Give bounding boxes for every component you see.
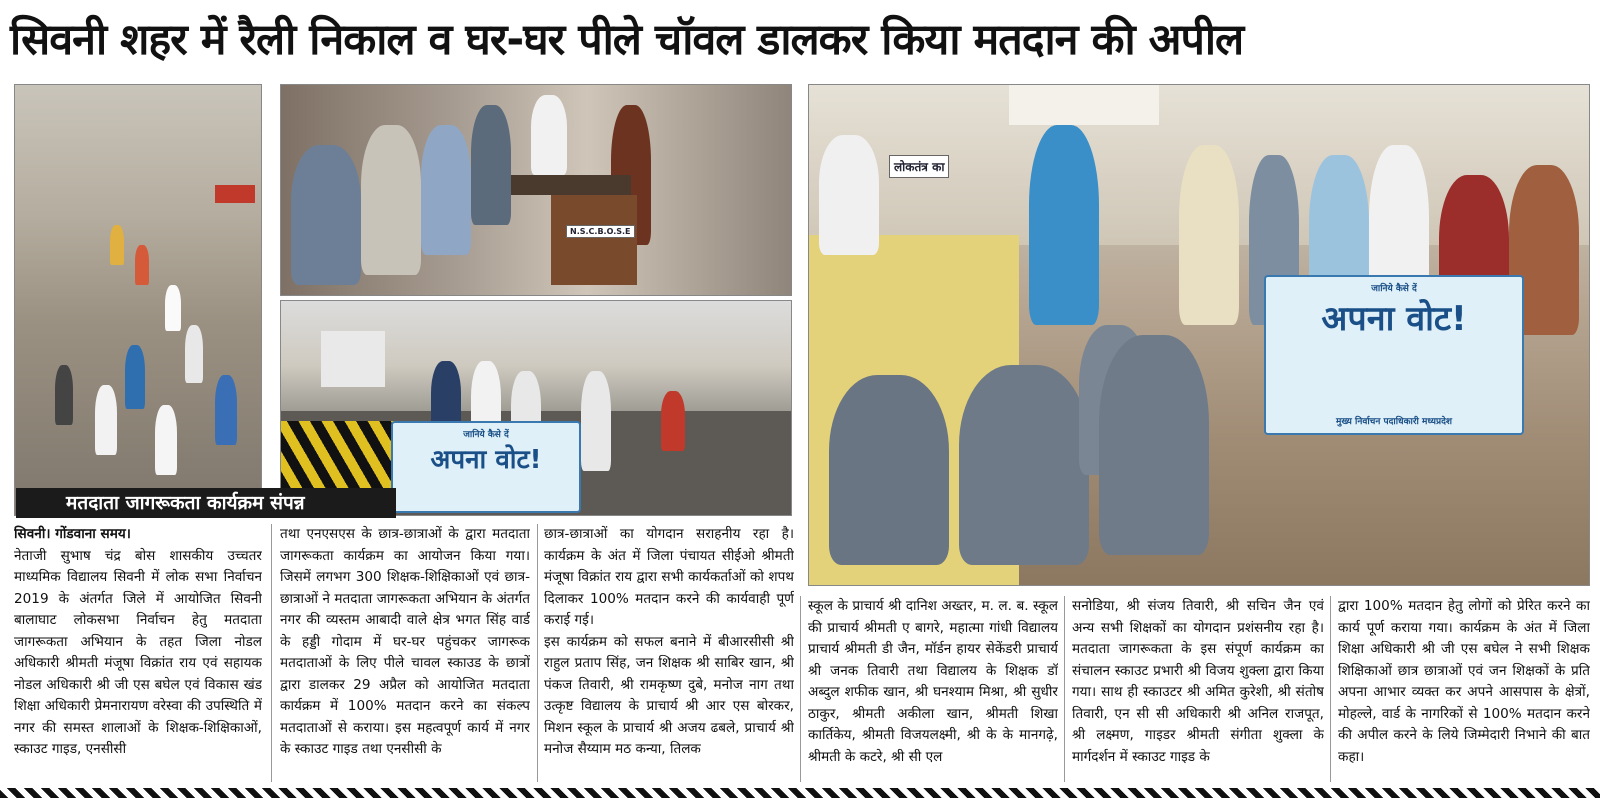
photo-caption: मतदाता जागरूकता कार्यक्रम संपन्न	[16, 488, 396, 518]
article-column-4	[808, 596, 1058, 782]
vote-banner-small	[391, 421, 581, 513]
column-5-text: सनोडिया, श्री संजय तिवारी, श्री सचिन जैन एवं अन्य सभी शिक्षकों का योगदान प्रशंसनीय रहा है। मतदाता जागरूकता के इस संपूर्ण कार्यक्रम का संचालन स्काउट प्रभारी श्री विजय शुक्ला द्वारा किया गया। साथ ही स्काउटर श्री अमित कुरेशी, श्री संतोष तिवारी, एन सी सी अधिकारी श्री अनिल राजपूत, श्री लक्ष्मण, गाइडर श्रीमती संगीता शुक्ला के मार्गदर्शन में स्काउट गाइड के	[1072, 598, 1324, 765]
rally-photo	[14, 84, 262, 516]
scouts-photo	[808, 84, 1590, 586]
column-4-text: स्कूल के प्राचार्य श्री दानिश अख्तर, म. ल. ब. स्कूल की प्राचार्य श्रीमती ए बागरे, महात्मा गांधी विद्यालय प्राचार्य श्रीमती डी जैन, मॉर्डन हायर सेकेंडरी प्राचार्य श्री जनक तिवारी तथा विद्यालय के शिक्षक डॉ अब्दुल शफीक खान, श्री घनश्याम मिश्रा, श्री सुधीर ठाकुर, श्रीमती अकीला खान, श्रीमती शिखा कार्तिकेय, श्रीमती विजयलक्ष्मी, श्री के के मानगढ़े, श्रीमती के कटरे, श्री सी एल	[808, 598, 1058, 765]
vote-banner-large	[1264, 275, 1524, 435]
banner-big-text: अपना वोट!	[430, 445, 542, 475]
banner-large-small-text: जानिये कैसे दें	[1371, 284, 1417, 294]
column-6-text: द्वारा 100% मतदान हेतु लोगों को प्रेरित करने का कार्य पूर्ण कराया गया। कार्यक्रम के अंत में जिला शिक्षा अधिकारी श्री जी एस बघेल ने सभी शिक्षक शिक्षिकाओं छात्र छात्राओं एवं जन शिक्षकों के प्रति अपना आभार व्यक्त कर अपने आसपास के क्षेत्रों, मोहल्ले, वार्ड के नागरिकों से 100% मतदान करने की अपील करने के लिये जिम्मेदारी निभाने की बात कहा।	[1338, 598, 1590, 765]
event-sign: लोकतंत्र का	[889, 155, 949, 178]
column-3-text-a: छात्र-छात्राओं का योगदान सराहनीय रहा है। कार्यक्रम के अंत में जिला पंचायत सीईओ श्रीमती मंजूषा विक्रांत राय द्वारा सभी कार्यकर्ताओं को शपथ दिलाकर 100% मतदान करने की कार्यवाही पूर्ण कराई गई।	[544, 526, 794, 628]
column-2-text: तथा एनएसएस के छात्र-छात्राओं के द्वारा मतदाता जागरूकता कार्यक्रम का आयोजन किया गया। जिसमें लगभग 300 शिक्षक-शिक्षिकाओं एवं छात्र-छात्राओं ने मतदाता जागरूकता अभियान के अंतर्गत नगर की व्यस्तम आबादी वाले क्षेत्र भगत सिंह वार्ड के हड्डी गोदाम में घर-घर पहुंचकर जागरूक मतदाताओं के लिए पीले चावल स्काउड के छात्रों द्वारा डालकर 29 अप्रैल को आयोजित मतदाता कार्यक्रम में 100% मतदान करने का संकल्प मतदाताओं से कराया। इस महत्वपूर्ण कार्य में नगर के स्काउट गाइड तथा एनसीसी के	[280, 526, 530, 757]
column-3-text-b: इस कार्यक्रम को सफल बनाने में बीआरसीसी श्री राहुल प्रताप सिंह, जन शिक्षक श्री साबिर खान, श्री पंकज तिवारी, श्री रामकृष्ण दुबे, मनोज नाग तथा उत्कृष्ट विद्यालय के प्राचार्य श्री आर एस बोरकर, मिशन स्कूल के प्राचार्य श्री अजय ढबले, प्राचार्य श्री मनोज सैय्याम मठ कन्या, तिलक	[544, 633, 794, 757]
column-divider	[800, 596, 801, 782]
dateline: सिवनी। गोंडवाना समय।	[14, 526, 131, 542]
article-column-1	[14, 524, 262, 782]
column-divider	[1064, 596, 1065, 782]
column-divider	[271, 524, 272, 782]
article-column-6	[1338, 596, 1590, 782]
article-column-3	[544, 524, 794, 782]
column-divider	[537, 524, 538, 782]
street-march-photo	[280, 300, 792, 516]
office-meeting-photo	[280, 84, 792, 296]
banner-footer: मुख्य निर्वाचन पदाधिकारी मध्यप्रदेश	[1336, 417, 1452, 427]
column-1-text: नेताजी सुभाष चंद्र बोस शासकीय उच्चतर माध्यमिक विद्यालय सिवनी में लोक सभा निर्वाचन 2019 के अंतर्गत जिले में आयोजित सिवनी बालाघाट लोकसभा निर्वाचन हेतु मतदाता जागरूकता अभियान के तहत जिला नोडल अधिकारी श्रीमती मंजूषा विक्रांत राय एवं सहायक नोडल अधिकारी श्री जी एस बघेल एवं विकास खंड शिक्षा अधिकारी प्रेमनारायण वरेस्वा की उपस्थिति में नगर की समस्त शालाओं के शिक्षक-शिक्षिकाओं, स्काउट गाइड, एनसीसी	[14, 547, 262, 757]
bottom-border	[0, 788, 1600, 798]
headline: सिवनी शहर में रैली निकाल व घर-घर पीले चॉवल डालकर किया मतदान की अपील	[10, 15, 1244, 65]
banner-large-big-text: अपना वोट!	[1321, 299, 1467, 339]
banner-small-text: जानिये कैसे दें	[463, 430, 509, 440]
office-sign: N.S.C.B.O.S.E	[566, 225, 635, 238]
article-column-5	[1072, 596, 1324, 782]
article-column-2	[280, 524, 530, 782]
column-divider	[1330, 596, 1331, 782]
